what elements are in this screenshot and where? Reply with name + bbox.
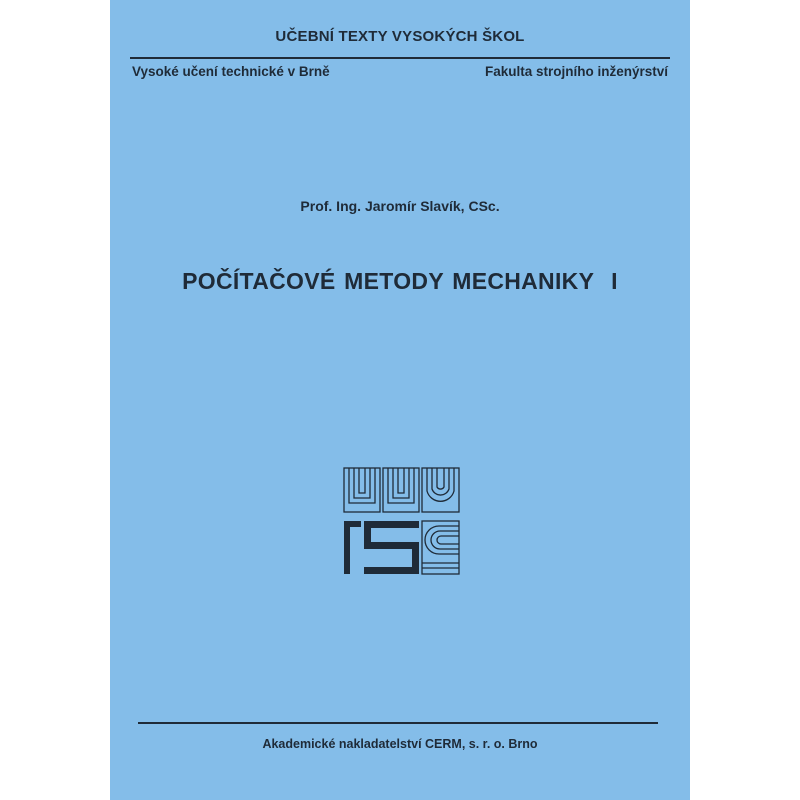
school-name: Vysoké učení technické v Brně xyxy=(132,64,330,79)
top-divider xyxy=(130,57,670,59)
book-cover xyxy=(110,0,690,800)
publisher-name: Akademické nakladatelství CERM, s. r. o. Brno xyxy=(262,737,538,751)
book-title: POČÍTAČOVÉ METODY MECHANIKY I xyxy=(182,268,618,294)
faculty-name: Fakulta strojního inženýrství xyxy=(484,64,668,79)
vut-fsi-logo-icon xyxy=(343,467,461,575)
bottom-divider xyxy=(138,722,658,724)
author-name: Prof. Ing. Jaromír Slavík, CSc. xyxy=(300,198,500,214)
series-title: UČEBNÍ TEXTY VYSOKÝCH ŠKOL xyxy=(275,28,525,45)
